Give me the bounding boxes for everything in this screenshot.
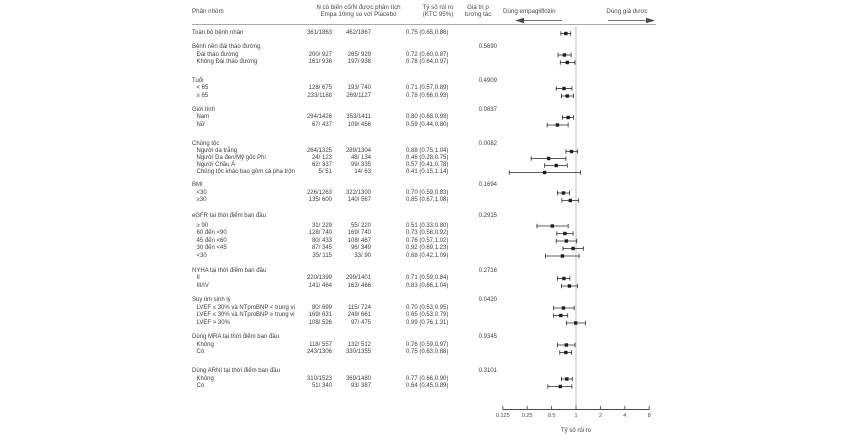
row-n-empagliflozin: 243/1306 [306, 349, 332, 355]
group-label: Giới tính [192, 106, 215, 113]
row-hr-ci-text: 0.65 (0.53,0.79) [406, 312, 449, 318]
column-header-hr-line2: (KTC 95%) [422, 11, 454, 18]
row-n-empagliflozin: 5/ 51 [318, 169, 332, 175]
hr-marker [566, 61, 569, 64]
group-label: Bệnh nền đái tháo đường [192, 44, 261, 50]
row-label: Không [196, 375, 214, 382]
row-hr-ci-text: 0.92 (0.69,1.23) [406, 245, 449, 251]
row-n-placebo: 140/ 567 [347, 197, 371, 203]
hr-marker [562, 191, 565, 194]
hr-marker [564, 32, 567, 35]
hr-marker [565, 377, 568, 380]
axis-tick-label: 1 [574, 413, 578, 419]
group-p-interaction: 0.4909 [478, 77, 497, 84]
row-hr-ci-text: 0.75 (0.65,0.86) [406, 30, 449, 36]
row-label: < 65 [196, 85, 209, 91]
group-p-interaction: 0.0082 [478, 140, 497, 147]
row-n-placebo: 265/ 929 [347, 51, 371, 58]
row-label: Nam [196, 114, 210, 120]
row-hr-ci-text: 0.78 (0.64,0.97) [406, 59, 449, 65]
row-n-empagliflozin: 169/ 631 [308, 312, 332, 318]
row-label: LVEF ≤ 30% và NTproBNP ≥ trung vị [196, 312, 295, 318]
hr-marker [563, 53, 566, 56]
row-n-placebo: 369/1480 [345, 375, 371, 382]
hr-marker [562, 306, 565, 309]
row-n-empagliflozin: 62/ 337 [311, 162, 332, 168]
hr-marker [547, 157, 550, 160]
row-n-placebo: 93/ 387 [350, 383, 371, 389]
axis-tick-label: 8 [647, 413, 651, 419]
row-label: 45 đến <60 [196, 237, 227, 244]
row-label: Không [196, 341, 214, 348]
row-hr-ci-text: 0.71 (0.57,0.89) [406, 85, 449, 91]
row-hr-ci-text: 0.76 (0.57,1.02) [406, 237, 449, 244]
row-n-placebo: 269/1127 [346, 92, 371, 99]
group-label: Dùng MRA tại thời điểm ban đầu [192, 334, 279, 340]
row-n-empagliflozin: 24/ 123 [311, 155, 332, 161]
row-label: Người da trắng [196, 148, 238, 154]
group-p-interaction: 0.9345 [478, 334, 497, 340]
row-hr-ci-text: 0.46 (0.28,0.75) [406, 155, 449, 161]
row-hr-ci-text: 0.70 (0.59,0.83) [406, 189, 449, 196]
axis-tick-label: 0.125 [495, 413, 510, 419]
row-hr-ci-text: 0.41 (0.15,1.14) [406, 169, 449, 175]
row-hr-ci-text: 0.59 (0.44,0.80) [406, 121, 449, 128]
right-arrow-head [646, 18, 655, 23]
hr-marker [565, 239, 568, 242]
row-hr-ci-text: 0.73 (0.58,0.92) [406, 230, 449, 236]
row-label: Toàn bộ bệnh nhân [192, 30, 244, 36]
row-n-placebo: 115/ 724 [348, 304, 371, 311]
row-n-empagliflozin: 220/1399 [306, 275, 332, 281]
hr-marker [559, 385, 562, 388]
axis-tick-label: 4 [623, 413, 627, 419]
row-n-placebo: 289/1304 [345, 148, 371, 154]
row-hr-ci-text: 0.64 (0.45,0.89) [406, 383, 449, 389]
row-hr-ci-text: 0.57 (0.41,0.78) [406, 162, 449, 168]
row-n-empagliflozin: 80/ 699 [311, 304, 332, 311]
row-label: Nữ [196, 121, 205, 128]
hr-marker [555, 164, 558, 167]
row-n-placebo: 132/ 512 [347, 341, 371, 348]
row-label: Người Da đen/Mỹ gốc Phi [196, 155, 266, 161]
row-n-empagliflozin: 128/ 740 [308, 230, 332, 236]
column-header-hr-line1: Tỷ số rủi ro [422, 4, 454, 11]
hr-marker [566, 116, 569, 119]
row-hr-ci-text: 0.99 (0.76,1.31) [406, 319, 449, 326]
row-n-placebo: 299/1401 [345, 275, 371, 281]
row-n-placebo: 33/ 90 [354, 252, 371, 259]
row-n-placebo: 249/ 661 [347, 312, 371, 318]
row-n-empagliflozin: 310/1523 [306, 375, 332, 382]
group-label: Suy tim sinh lý [192, 297, 231, 303]
row-hr-ci-text: 0.83 (0.66,1.04) [406, 282, 449, 289]
row-hr-ci-text: 0.72 (0.60,0.87) [406, 51, 449, 58]
row-n-empagliflozin: 31/ 229 [311, 222, 332, 229]
row-label: <30 [196, 252, 207, 259]
row-n-placebo: 99/ 335 [350, 162, 371, 168]
hr-marker [556, 123, 559, 126]
row-n-placebo: 353/1411 [346, 114, 371, 120]
row-label: ≥ 65 [196, 92, 209, 99]
direction-label-empagliflozin: Dùng empagliflozin [503, 8, 556, 15]
row-hr-ci-text: 0.78 (0.66,0.93) [406, 92, 449, 99]
hr-marker [571, 247, 574, 250]
row-n-empagliflozin: 87/ 345 [311, 245, 332, 251]
x-axis-title: Tỷ số rủi ro [560, 428, 591, 434]
row-n-placebo: 462/1867 [345, 30, 371, 36]
row-hr-ci-text: 0.70 (0.53,0.95) [406, 304, 449, 311]
group-p-interaction: 0.0837 [478, 106, 497, 113]
group-p-interaction: 0.5690 [478, 44, 497, 50]
row-label: ≥30 [196, 197, 207, 203]
row-n-placebo: 97/ 475 [350, 319, 371, 326]
row-label: LVEF ≤ 30% và NTproBNP < trung vị [196, 304, 295, 311]
hr-marker [570, 150, 573, 153]
axis-tick-label: 2 [598, 413, 602, 419]
column-header-n-line1: N có biến cố/N được phân tích [316, 4, 401, 11]
row-label: 30 đến <45 [196, 245, 227, 251]
row-n-placebo: 169/ 740 [347, 230, 371, 236]
row-n-empagliflozin: 118/ 557 [309, 341, 332, 348]
hr-marker [569, 199, 572, 202]
column-header-n-line2: Empa 10mg so với Placebo [320, 11, 397, 18]
row-label: LVEF > 30% [196, 319, 230, 326]
axis-tick-label: 0.5 [547, 413, 556, 419]
row-label: 60 đến <90 [196, 230, 227, 236]
group-label: Dùng ARNI tại thời điểm ban đầu [192, 368, 280, 374]
row-n-placebo: 330/1355 [345, 349, 371, 355]
row-n-empagliflozin: 233/1188 [307, 92, 332, 99]
row-n-placebo: 109/ 456 [347, 121, 371, 128]
hr-marker [568, 284, 571, 287]
row-label: Đái tháo đường [196, 51, 239, 58]
row-n-placebo: 108/ 467 [347, 237, 371, 244]
axis-tick-label: 0.25 [521, 413, 533, 419]
left-arrow-head [515, 18, 524, 23]
row-n-placebo: 322/1300 [345, 189, 371, 196]
group-label: Tuổi [192, 77, 204, 84]
row-n-empagliflozin: 264/1325 [306, 148, 332, 154]
row-n-placebo: 163/ 466 [347, 282, 371, 289]
row-label: <30 [196, 189, 207, 196]
hr-marker [561, 254, 564, 257]
row-n-placebo: 55/ 220 [350, 222, 371, 229]
direction-label-placebo: Dùng giả dược [606, 8, 648, 15]
row-label: Có [196, 383, 205, 389]
hr-marker [559, 314, 562, 317]
row-label: II [196, 275, 200, 281]
hr-marker [574, 321, 577, 324]
group-p-interaction: 0.3101 [478, 368, 497, 374]
row-n-placebo: 14/ 63 [354, 169, 371, 175]
row-n-empagliflozin: 67/ 437 [311, 121, 332, 128]
row-n-empagliflozin: 35/ 115 [312, 252, 332, 259]
row-hr-ci-text: 0.68 (0.42,1.09) [406, 252, 449, 259]
row-n-empagliflozin: 128/ 675 [308, 85, 332, 91]
group-p-interaction: 0.1694 [478, 182, 497, 188]
hr-marker [564, 351, 567, 354]
row-n-empagliflozin: 161/ 936 [308, 59, 332, 65]
row-label: Chủng tộc khác bao gồm cả pha trộn [196, 169, 295, 175]
hr-marker [543, 171, 546, 174]
hr-marker [551, 224, 554, 227]
row-n-empagliflozin: 294/1426 [306, 114, 332, 120]
row-n-empagliflozin: 361/1863 [306, 30, 332, 36]
group-label: Chủng tộc [192, 140, 220, 147]
column-header-subgroup: Phân nhóm [192, 8, 224, 15]
column-header-p-line1: Giá trị p [467, 4, 489, 11]
row-n-empagliflozin: 51/ 340 [311, 383, 332, 389]
row-n-empagliflozin: 200/ 927 [308, 51, 332, 58]
row-label: Người Châu Á [196, 162, 236, 168]
row-n-empagliflozin: 135/ 600 [308, 197, 332, 203]
row-hr-ci-text: 0.51 (0.33,0.80) [406, 222, 449, 229]
hr-marker [566, 94, 569, 97]
group-p-interaction: 0.2915 [478, 212, 497, 219]
row-hr-ci-text: 0.76 (0.59,0.97) [406, 341, 449, 348]
hr-marker [563, 232, 566, 235]
row-hr-ci-text: 0.88 (0.75,1.04) [406, 148, 449, 154]
group-label: NYHA tại thời điểm ban đầu [192, 267, 267, 274]
row-n-empagliflozin: 80/ 433 [311, 237, 332, 244]
row-n-placebo: 197/ 938 [347, 59, 371, 65]
row-hr-ci-text: 0.71 (0.59,0.84) [406, 275, 449, 281]
row-n-empagliflozin: 108/ 526 [308, 319, 332, 326]
hr-marker [562, 277, 565, 280]
row-hr-ci-text: 0.75 (0.63,0.88) [406, 349, 449, 355]
row-hr-ci-text: 0.80 (0.68,0.93) [406, 114, 449, 120]
hr-marker [562, 87, 565, 90]
group-p-interaction: 0.0420 [478, 297, 497, 303]
row-label: Không Đái tháo đường [196, 59, 258, 65]
group-p-interaction: 0.2716 [478, 267, 497, 274]
row-n-empagliflozin: 141/ 464 [308, 282, 332, 289]
row-n-placebo: 193/ 740 [347, 85, 371, 91]
row-n-empagliflozin: 226/1263 [306, 189, 332, 196]
row-label: ≥ 90 [196, 222, 209, 229]
column-header-p-line2: tương tác [464, 11, 492, 18]
row-n-placebo: 96/ 349 [350, 245, 371, 251]
hr-marker [565, 343, 568, 346]
row-label: III/IV [196, 282, 209, 289]
group-label: BMI [192, 182, 203, 188]
row-hr-ci-text: 0.77 (0.66,0.90) [406, 375, 449, 382]
group-label: eGFR tại thời điểm ban đầu [192, 212, 266, 219]
row-hr-ci-text: 0.85 (0.67,1.08) [406, 197, 449, 203]
row-label: Có [196, 349, 205, 355]
row-n-placebo: 48/ 134 [350, 155, 371, 161]
